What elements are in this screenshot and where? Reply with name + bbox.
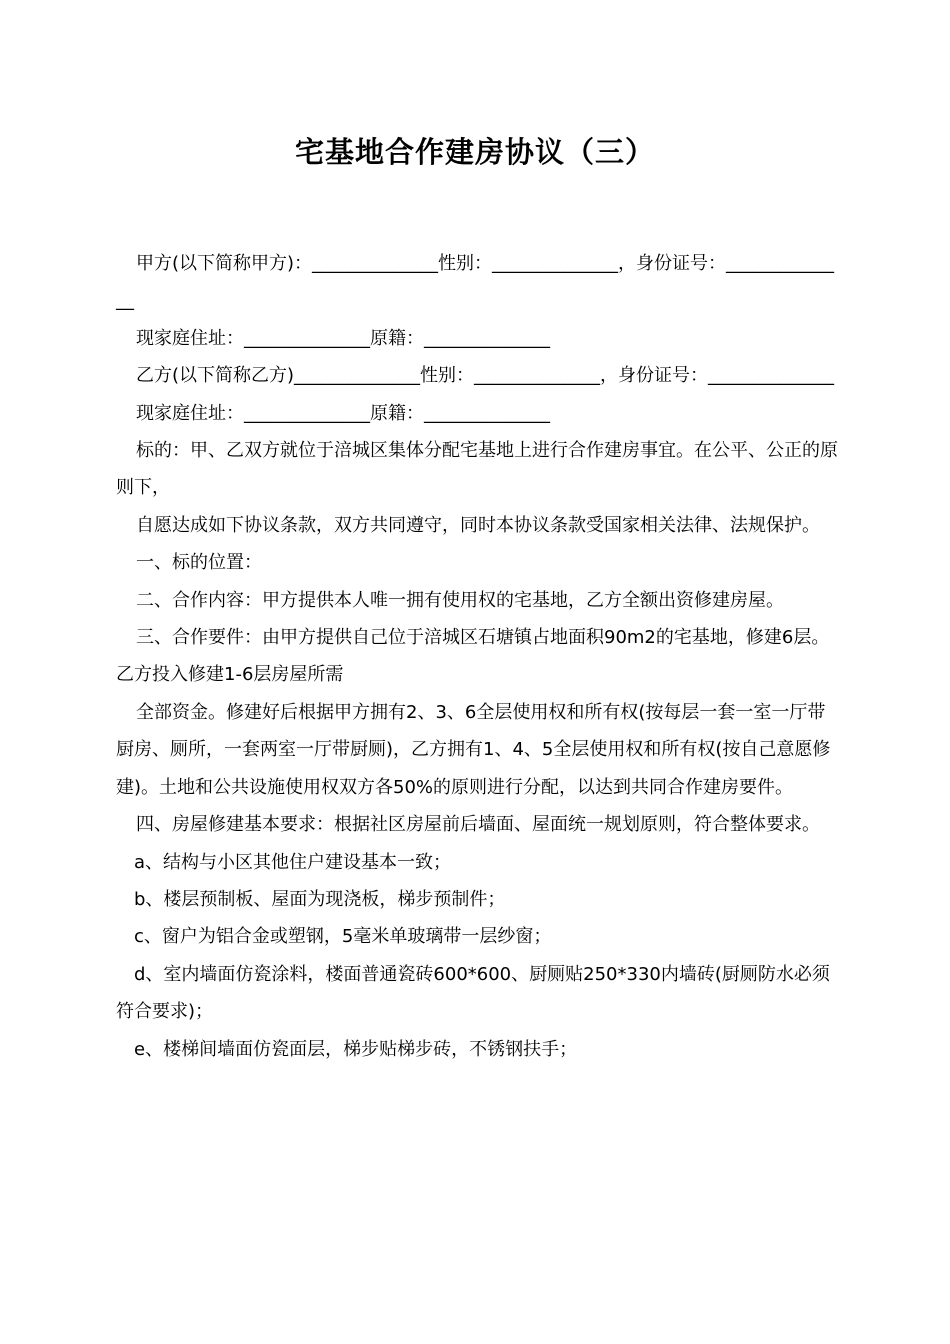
party-a-address: 现家庭住址：______________原籍：______________ bbox=[136, 327, 550, 349]
list-item-e: e、楼梯间墙面仿瓷面层，梯步贴梯步砖，不锈钢扶手； bbox=[134, 1038, 578, 1060]
document-body bbox=[116, 245, 838, 1068]
party-a-info: 甲方(以下简称甲方)：______________性别：______________，身份证号：______________ bbox=[116, 253, 835, 312]
section-4-construction: 四、房屋修建基本要求：根据社区房屋前后墙面、屋面统一规划原则，符合整体要求。 bbox=[136, 814, 820, 836]
agreement-paragraph: 自愿达成如下协议条款，双方共同遵守，同时本协议条款受国家相关法律、法规保护。 bbox=[136, 514, 820, 536]
list-item-d: d、室内墙面仿瓷涂料，楼面普通瓷砖600*600、厨厕贴250*330内墙砖(厨厕防水必须符合要求)； bbox=[116, 963, 830, 1023]
subject-paragraph: 标的：甲、乙双方就位于涪城区集体分配宅基地上进行合作建房事宜。在公平、公正的原则下， bbox=[116, 440, 838, 499]
document-title: 宅基地合作建房协议（三） bbox=[294, 135, 655, 169]
party-b-info: 乙方(以下简称乙方)______________性别：______________，身份证号：______________ bbox=[136, 365, 835, 387]
section-3-funding: 全部资金。修建好后根据甲方拥有2、3、6全层使用权和所有权(按每层一套一室一厅带厨房、厕所，一套两室一厅带厨厕)，乙方拥有1、4、5全层使用权和所有权(按自己意愿修建)。土地和公共设施使用权双方各50%的原则进行分配，以达到共同合作建房要件。 bbox=[116, 701, 831, 798]
party-b-address: 现家庭住址：______________原籍：______________ bbox=[136, 402, 550, 424]
list-item-a: a、结构与小区其他住户建设基本一致； bbox=[134, 851, 452, 873]
list-item-c: c、窗户为铝合金或塑钢，5毫米单玻璃带一层纱窗； bbox=[134, 926, 552, 948]
list-item-b: b、楼层预制板、屋面为现浇板，梯步预制件； bbox=[134, 888, 506, 910]
section-2-content: 二、合作内容：甲方提供本人唯一拥有使用权的宅基地，乙方全额出资修建房屋。 bbox=[136, 589, 784, 611]
section-3-requirements: 三、合作要件：由甲方提供自己位于涪城区石塘镇占地面积90m2的宅基地，修建6层。乙方投入修建1-6层房屋所需 bbox=[116, 627, 830, 686]
section-1-location: 一、标的位置： bbox=[136, 552, 262, 574]
